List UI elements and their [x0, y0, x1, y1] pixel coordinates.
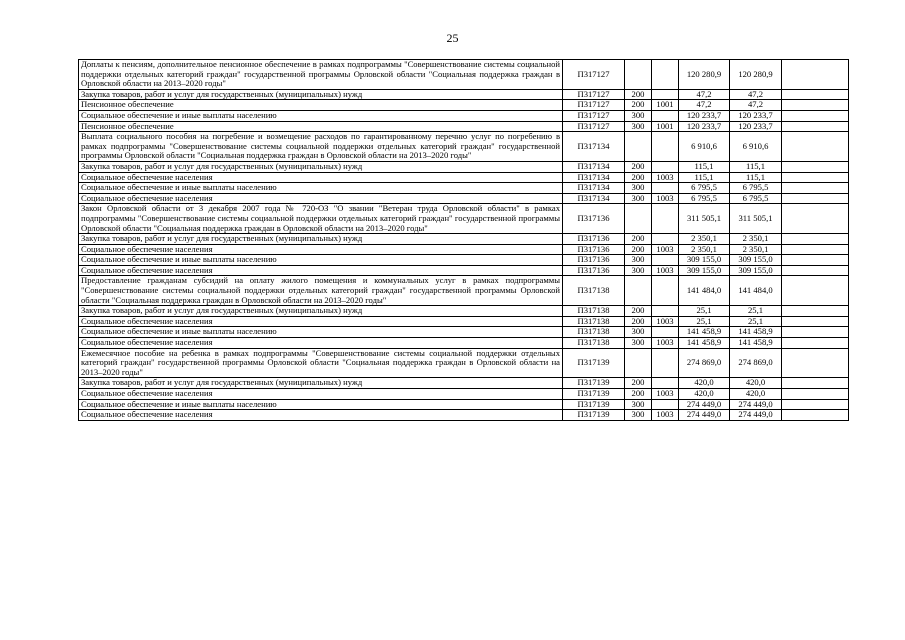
row-expense-type-cell: 300: [625, 410, 652, 421]
row-expense-type-cell: [625, 60, 652, 90]
row-code-cell: П317134: [563, 172, 625, 183]
row-code-cell: П317127: [563, 100, 625, 111]
table-row: [79, 172, 849, 183]
row-extra-cell: [782, 265, 849, 276]
row-amount-cell: 6 795,5: [730, 183, 782, 194]
row-expense-type-cell: 200: [625, 89, 652, 100]
row-code-cell: П317134: [563, 193, 625, 204]
row-expense-type-cell: 200: [625, 306, 652, 317]
row-section-cell: 1003: [652, 389, 679, 400]
row-amount-cell: 141 458,9: [679, 327, 730, 338]
table-row: [79, 255, 849, 266]
table-row: [79, 121, 849, 132]
row-extra-cell: [782, 410, 849, 421]
row-extra-cell: [782, 316, 849, 327]
row-extra-cell: [782, 389, 849, 400]
row-name-cell: Выплата социального пособия на погребение и возмещение расходов по гарантированному перечню услуг по погребению в рамках подпрограммы "Совершенствование системы социальной поддержки отдельных категорий граждан" государственной программы Орловской области "Социальная поддержка граждан в Орловской области на 2013–2020 годы": [79, 132, 563, 162]
row-code-cell: П317134: [563, 132, 625, 162]
row-amount-cell: 47,2: [679, 100, 730, 111]
row-name-cell: Пенсионное обеспечение: [79, 121, 563, 132]
table-row: [79, 348, 849, 378]
row-amount-cell: 115,1: [679, 161, 730, 172]
table-row: [79, 100, 849, 111]
table-row: [79, 132, 849, 162]
row-code-cell: П317136: [563, 265, 625, 276]
row-expense-type-cell: 300: [625, 399, 652, 410]
row-section-cell: [652, 348, 679, 378]
row-name-cell: Закупка товаров, работ и услуг для государственных (муниципальных) нужд: [79, 378, 563, 389]
table-row: [79, 204, 849, 234]
row-code-cell: П317138: [563, 316, 625, 327]
budget-table: [78, 59, 849, 421]
row-name-cell: Социальное обеспечение населения: [79, 410, 563, 421]
row-extra-cell: [782, 132, 849, 162]
row-section-cell: [652, 276, 679, 306]
row-amount-cell: 6 910,6: [679, 132, 730, 162]
row-expense-type-cell: 200: [625, 316, 652, 327]
row-extra-cell: [782, 161, 849, 172]
row-section-cell: [652, 89, 679, 100]
row-code-cell: П317138: [563, 327, 625, 338]
row-code-cell: П317136: [563, 204, 625, 234]
table-row: [79, 306, 849, 317]
row-extra-cell: [782, 121, 849, 132]
row-extra-cell: [782, 89, 849, 100]
table-row: [79, 161, 849, 172]
row-code-cell: П317134: [563, 161, 625, 172]
row-name-cell: Ежемесячное пособие на ребенка в рамках подпрограммы "Совершенствование системы социальной поддержки отдельных категорий граждан" государственной программы Орловской области "Социальная поддержка граждан в Орловской области на 2013–2020 годы": [79, 348, 563, 378]
table-row: [79, 276, 849, 306]
row-amount-cell: 309 155,0: [730, 255, 782, 266]
row-extra-cell: [782, 60, 849, 90]
row-amount-cell: 120 233,7: [730, 110, 782, 121]
row-amount-cell: 25,1: [730, 316, 782, 327]
row-code-cell: П317127: [563, 89, 625, 100]
row-expense-type-cell: 300: [625, 338, 652, 349]
row-amount-cell: 274 869,0: [679, 348, 730, 378]
row-amount-cell: 120 233,7: [679, 110, 730, 121]
row-code-cell: П317139: [563, 348, 625, 378]
table-row: [79, 60, 849, 90]
row-amount-cell: 120 233,7: [679, 121, 730, 132]
row-amount-cell: 120 233,7: [730, 121, 782, 132]
row-name-cell: Социальное обеспечение населения: [79, 316, 563, 327]
row-expense-type-cell: [625, 348, 652, 378]
row-amount-cell: 311 505,1: [679, 204, 730, 234]
row-expense-type-cell: [625, 132, 652, 162]
row-name-cell: Социальное обеспечение и иные выплаты населению: [79, 110, 563, 121]
row-section-cell: [652, 132, 679, 162]
row-name-cell: Социальное обеспечение и иные выплаты населению: [79, 399, 563, 410]
row-amount-cell: 141 458,9: [679, 338, 730, 349]
table-row: [79, 338, 849, 349]
row-amount-cell: 141 458,9: [730, 327, 782, 338]
row-section-cell: 1003: [652, 410, 679, 421]
row-name-cell: Социальное обеспечение населения: [79, 389, 563, 400]
row-name-cell: Социальное обеспечение населения: [79, 338, 563, 349]
row-amount-cell: 120 280,9: [730, 60, 782, 90]
table-row: [79, 89, 849, 100]
row-name-cell: Социальное обеспечение населения: [79, 193, 563, 204]
row-section-cell: 1003: [652, 244, 679, 255]
row-amount-cell: 115,1: [679, 172, 730, 183]
row-name-cell: Закупка товаров, работ и услуг для государственных (муниципальных) нужд: [79, 306, 563, 317]
row-amount-cell: 420,0: [730, 378, 782, 389]
row-amount-cell: 274 449,0: [730, 399, 782, 410]
row-section-cell: [652, 110, 679, 121]
row-name-cell: Закупка товаров, работ и услуг для государственных (муниципальных) нужд: [79, 89, 563, 100]
row-amount-cell: 6 795,5: [730, 193, 782, 204]
row-extra-cell: [782, 244, 849, 255]
row-name-cell: Социальное обеспечение населения: [79, 244, 563, 255]
row-amount-cell: 47,2: [730, 100, 782, 111]
row-extra-cell: [782, 234, 849, 245]
row-code-cell: П317136: [563, 244, 625, 255]
row-expense-type-cell: 200: [625, 172, 652, 183]
row-name-cell: Доплаты к пенсиям, дополнительное пенсионное обеспечение в рамках подпрограммы "Совершенствование системы социальной поддержки отдельных категорий граждан" государственной программы Орловской области "Социальная поддержка граждан в Орловской области на 2013–2020 годы": [79, 60, 563, 90]
table-row: [79, 389, 849, 400]
row-code-cell: П317138: [563, 276, 625, 306]
table-row: [79, 316, 849, 327]
row-code-cell: П317139: [563, 410, 625, 421]
row-amount-cell: 274 449,0: [679, 399, 730, 410]
row-section-cell: 1003: [652, 193, 679, 204]
row-amount-cell: 120 280,9: [679, 60, 730, 90]
table-row: [79, 183, 849, 194]
row-extra-cell: [782, 204, 849, 234]
row-name-cell: Социальное обеспечение населения: [79, 172, 563, 183]
row-code-cell: П317134: [563, 183, 625, 194]
row-code-cell: П317139: [563, 399, 625, 410]
row-amount-cell: 274 449,0: [730, 410, 782, 421]
row-section-cell: 1003: [652, 265, 679, 276]
row-section-cell: [652, 327, 679, 338]
row-section-cell: [652, 60, 679, 90]
page-number: 25: [446, 31, 459, 45]
row-name-cell: Социальное обеспечение и иные выплаты населению: [79, 183, 563, 194]
row-section-cell: 1003: [652, 316, 679, 327]
row-amount-cell: 309 155,0: [679, 255, 730, 266]
row-code-cell: П317139: [563, 378, 625, 389]
row-section-cell: [652, 399, 679, 410]
row-extra-cell: [782, 193, 849, 204]
row-code-cell: П317138: [563, 306, 625, 317]
row-amount-cell: 47,2: [679, 89, 730, 100]
row-expense-type-cell: 200: [625, 378, 652, 389]
row-amount-cell: 274 869,0: [730, 348, 782, 378]
table-row: [79, 410, 849, 421]
row-code-cell: П317136: [563, 255, 625, 266]
row-name-cell: Пенсионное обеспечение: [79, 100, 563, 111]
row-amount-cell: 141 458,9: [730, 338, 782, 349]
row-extra-cell: [782, 338, 849, 349]
row-amount-cell: 6 910,6: [730, 132, 782, 162]
row-amount-cell: 2 350,1: [679, 244, 730, 255]
row-code-cell: П317127: [563, 60, 625, 90]
table-row: [79, 378, 849, 389]
row-expense-type-cell: 300: [625, 110, 652, 121]
row-amount-cell: 115,1: [730, 172, 782, 183]
row-section-cell: [652, 183, 679, 194]
row-name-cell: Социальное обеспечение населения: [79, 265, 563, 276]
table-row: [79, 265, 849, 276]
row-name-cell: Социальное обеспечение и иные выплаты населению: [79, 327, 563, 338]
row-expense-type-cell: [625, 204, 652, 234]
row-expense-type-cell: 200: [625, 234, 652, 245]
row-expense-type-cell: [625, 276, 652, 306]
row-amount-cell: 25,1: [730, 306, 782, 317]
row-code-cell: П317139: [563, 389, 625, 400]
row-extra-cell: [782, 327, 849, 338]
table-row: [79, 234, 849, 245]
row-name-cell: Социальное обеспечение и иные выплаты населению: [79, 255, 563, 266]
row-amount-cell: 25,1: [679, 306, 730, 317]
row-code-cell: П317127: [563, 121, 625, 132]
row-code-cell: П317127: [563, 110, 625, 121]
row-section-cell: [652, 306, 679, 317]
row-section-cell: [652, 161, 679, 172]
table-row: [79, 193, 849, 204]
row-amount-cell: 420,0: [730, 389, 782, 400]
table-row: [79, 399, 849, 410]
row-expense-type-cell: 200: [625, 389, 652, 400]
row-amount-cell: 309 155,0: [730, 265, 782, 276]
row-extra-cell: [782, 399, 849, 410]
row-expense-type-cell: 200: [625, 161, 652, 172]
row-amount-cell: 2 350,1: [679, 234, 730, 245]
row-section-cell: 1001: [652, 121, 679, 132]
row-expense-type-cell: 300: [625, 327, 652, 338]
table-body: [79, 60, 849, 421]
row-section-cell: [652, 378, 679, 389]
row-amount-cell: 309 155,0: [679, 265, 730, 276]
row-expense-type-cell: 300: [625, 255, 652, 266]
row-expense-type-cell: 300: [625, 183, 652, 194]
row-amount-cell: 2 350,1: [730, 234, 782, 245]
row-name-cell: Закупка товаров, работ и услуг для государственных (муниципальных) нужд: [79, 234, 563, 245]
row-section-cell: [652, 255, 679, 266]
row-amount-cell: 141 484,0: [679, 276, 730, 306]
row-expense-type-cell: 200: [625, 100, 652, 111]
row-amount-cell: 274 449,0: [679, 410, 730, 421]
row-expense-type-cell: 200: [625, 244, 652, 255]
row-section-cell: 1003: [652, 338, 679, 349]
table-row: [79, 244, 849, 255]
row-name-cell: Закупка товаров, работ и услуг для государственных (муниципальных) нужд: [79, 161, 563, 172]
row-extra-cell: [782, 172, 849, 183]
row-extra-cell: [782, 110, 849, 121]
table-row: [79, 110, 849, 121]
table-row: [79, 327, 849, 338]
row-extra-cell: [782, 378, 849, 389]
row-name-cell: Предоставление гражданам субсидий на оплату жилого помещения и коммунальных услуг в рамках подпрограммы "Совершенствование системы социальной поддержки отдельных категорий граждан" государственной программы Орловской области "Социальная поддержка граждан в Орловской области на 2013–2020 годы": [79, 276, 563, 306]
row-amount-cell: 25,1: [679, 316, 730, 327]
row-extra-cell: [782, 255, 849, 266]
row-expense-type-cell: 300: [625, 265, 652, 276]
row-section-cell: 1003: [652, 172, 679, 183]
row-amount-cell: 2 350,1: [730, 244, 782, 255]
row-code-cell: П317136: [563, 234, 625, 245]
row-name-cell: Закон Орловской области от 3 декабря 2007 года № 720-ОЗ "О звании "Ветеран труда Орловской области" в рамках подпрограммы "Совершенствование системы социальной поддержки отдельных категорий граждан" государственной программы Орловской области "Социальная поддержка граждан в Орловской области на 2013–2020 годы": [79, 204, 563, 234]
row-code-cell: П317138: [563, 338, 625, 349]
row-amount-cell: 420,0: [679, 389, 730, 400]
row-extra-cell: [782, 306, 849, 317]
row-section-cell: [652, 234, 679, 245]
row-extra-cell: [782, 100, 849, 111]
row-section-cell: 1001: [652, 100, 679, 111]
row-amount-cell: 47,2: [730, 89, 782, 100]
row-extra-cell: [782, 276, 849, 306]
row-section-cell: [652, 204, 679, 234]
row-extra-cell: [782, 183, 849, 194]
row-amount-cell: 311 505,1: [730, 204, 782, 234]
row-amount-cell: 141 484,0: [730, 276, 782, 306]
row-expense-type-cell: 300: [625, 121, 652, 132]
row-extra-cell: [782, 348, 849, 378]
row-amount-cell: 6 795,5: [679, 193, 730, 204]
row-expense-type-cell: 300: [625, 193, 652, 204]
row-amount-cell: 6 795,5: [679, 183, 730, 194]
row-amount-cell: 115,1: [730, 161, 782, 172]
row-amount-cell: 420,0: [679, 378, 730, 389]
